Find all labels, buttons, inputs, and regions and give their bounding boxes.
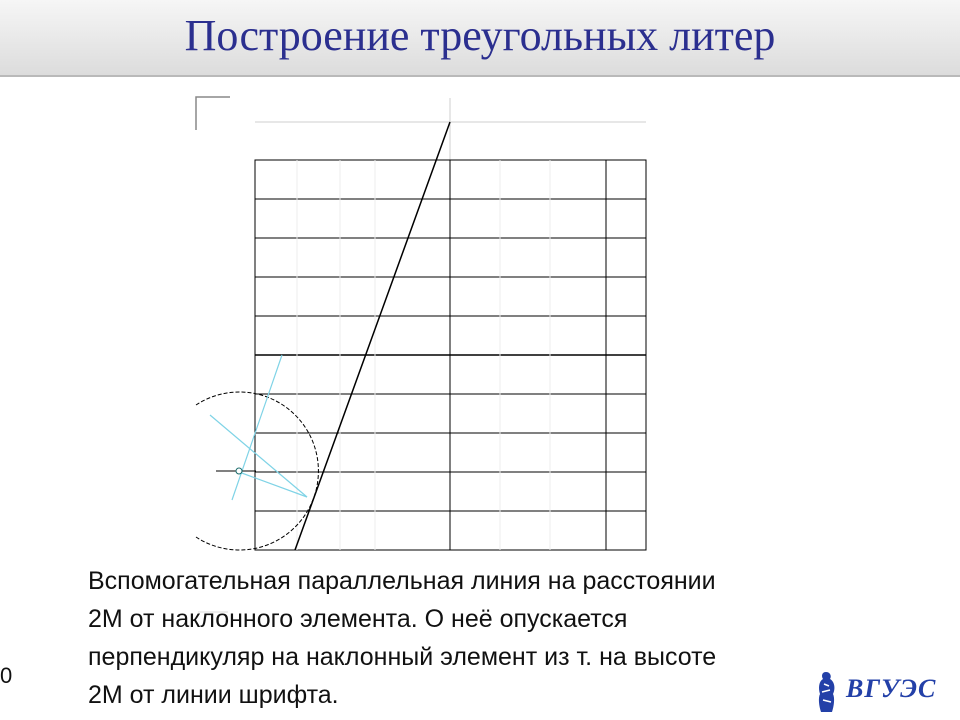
reference-point: [236, 468, 242, 474]
caption-line-3: перпендикуляр на наклонный элемент из т. на высоте: [88, 643, 717, 671]
slide-title: Построение треугольных литер: [184, 11, 776, 60]
caption: [88, 562, 928, 714]
corner-bracket: [196, 97, 230, 130]
logo-text: ВГУЭС: [846, 674, 937, 703]
caption-line-2: 2М от наклонного элемента. О неё опускается: [88, 605, 628, 633]
slanted-element-line: [295, 122, 450, 550]
font-grid: [255, 160, 646, 550]
caption-line-1: Вспомогательная параллельная линия на расстоянии: [88, 567, 716, 595]
university-logo: [812, 668, 937, 716]
figure-emblem-icon: [812, 668, 842, 716]
caption-line-4: 2М от линии шрифта.: [88, 681, 339, 709]
construction-arc: [196, 392, 318, 550]
construction-lines: [210, 355, 307, 500]
slide-number: 0: [0, 663, 13, 688]
